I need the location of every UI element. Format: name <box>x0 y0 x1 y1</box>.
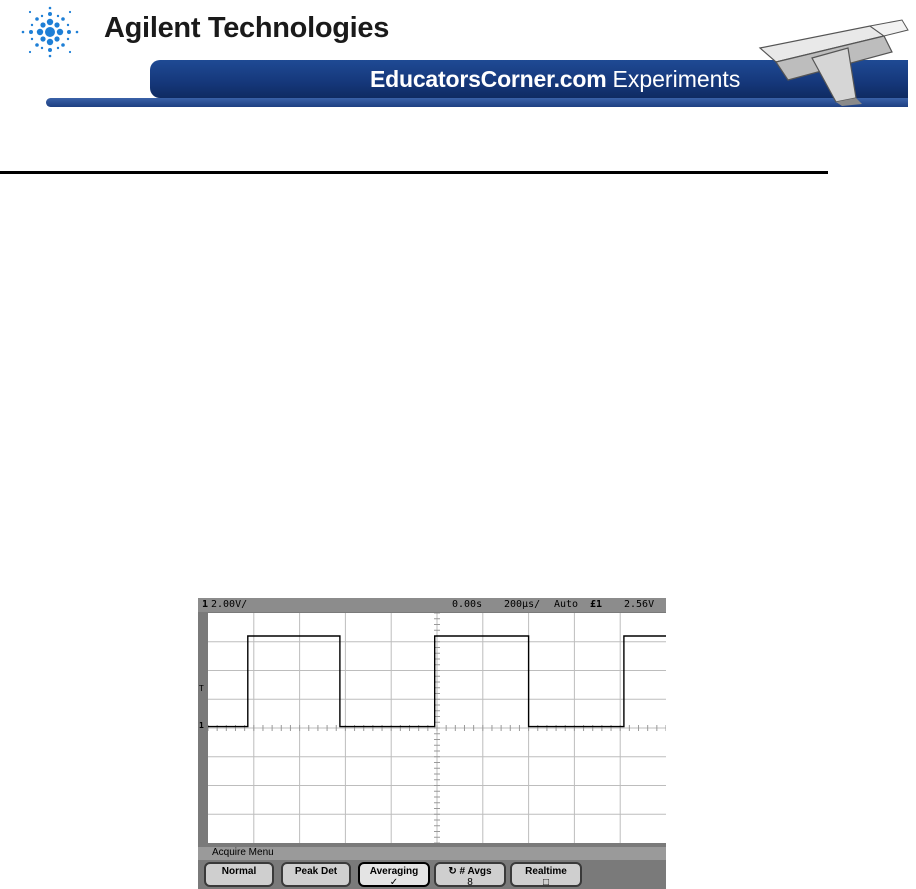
softkey-label: Averaging <box>369 866 419 877</box>
softkey-label: Normal <box>221 866 257 877</box>
softkey-label: ↻ # Avgs <box>448 866 492 877</box>
softkey-row <box>198 860 666 889</box>
acquire-menu-title <box>198 847 666 860</box>
time-offset: 0.00s <box>452 599 483 610</box>
softkey-peak-det[interactable] <box>281 862 351 887</box>
oscilloscope-display <box>198 598 666 889</box>
volts-per-div: 2.00V/ <box>211 599 248 610</box>
scope-status-bar <box>198 598 666 612</box>
trigger-level: 2.56V <box>624 599 655 610</box>
channel-number: 1 <box>202 599 209 610</box>
ground-marker: 1 <box>199 721 204 730</box>
time-per-div: 200µs/ <box>504 599 541 610</box>
softkey-normal[interactable] <box>204 862 274 887</box>
brand-name: Agilent Technologies <box>104 12 390 44</box>
checkmark-icon: ✓ <box>389 877 399 888</box>
trigger-source: £1 <box>590 599 603 610</box>
softkey-averaging[interactable] <box>358 862 430 887</box>
softkey-label: Peak Det <box>294 866 338 877</box>
waveform-plot <box>208 613 666 843</box>
trigger-mode: Auto <box>554 599 579 610</box>
trigger-level-marker: T <box>199 684 204 693</box>
acquire-menu-label: Acquire Menu <box>212 847 274 858</box>
softkey-label: Realtime <box>525 866 567 877</box>
checkbox-icon: □ <box>542 877 550 888</box>
banner-section: Experiments <box>612 66 741 92</box>
softkey-realtime[interactable] <box>510 862 582 887</box>
banner-site: EducatorsCorner.com <box>370 66 607 92</box>
banner-title <box>370 66 740 93</box>
paper-plane-icon <box>752 18 912 106</box>
softkey-sub: 8 <box>467 877 473 888</box>
scope-graticule <box>208 613 666 843</box>
softkey-num-avgs[interactable] <box>434 862 506 887</box>
header-divider <box>0 171 828 174</box>
agilent-spark-logo-icon <box>18 6 82 58</box>
